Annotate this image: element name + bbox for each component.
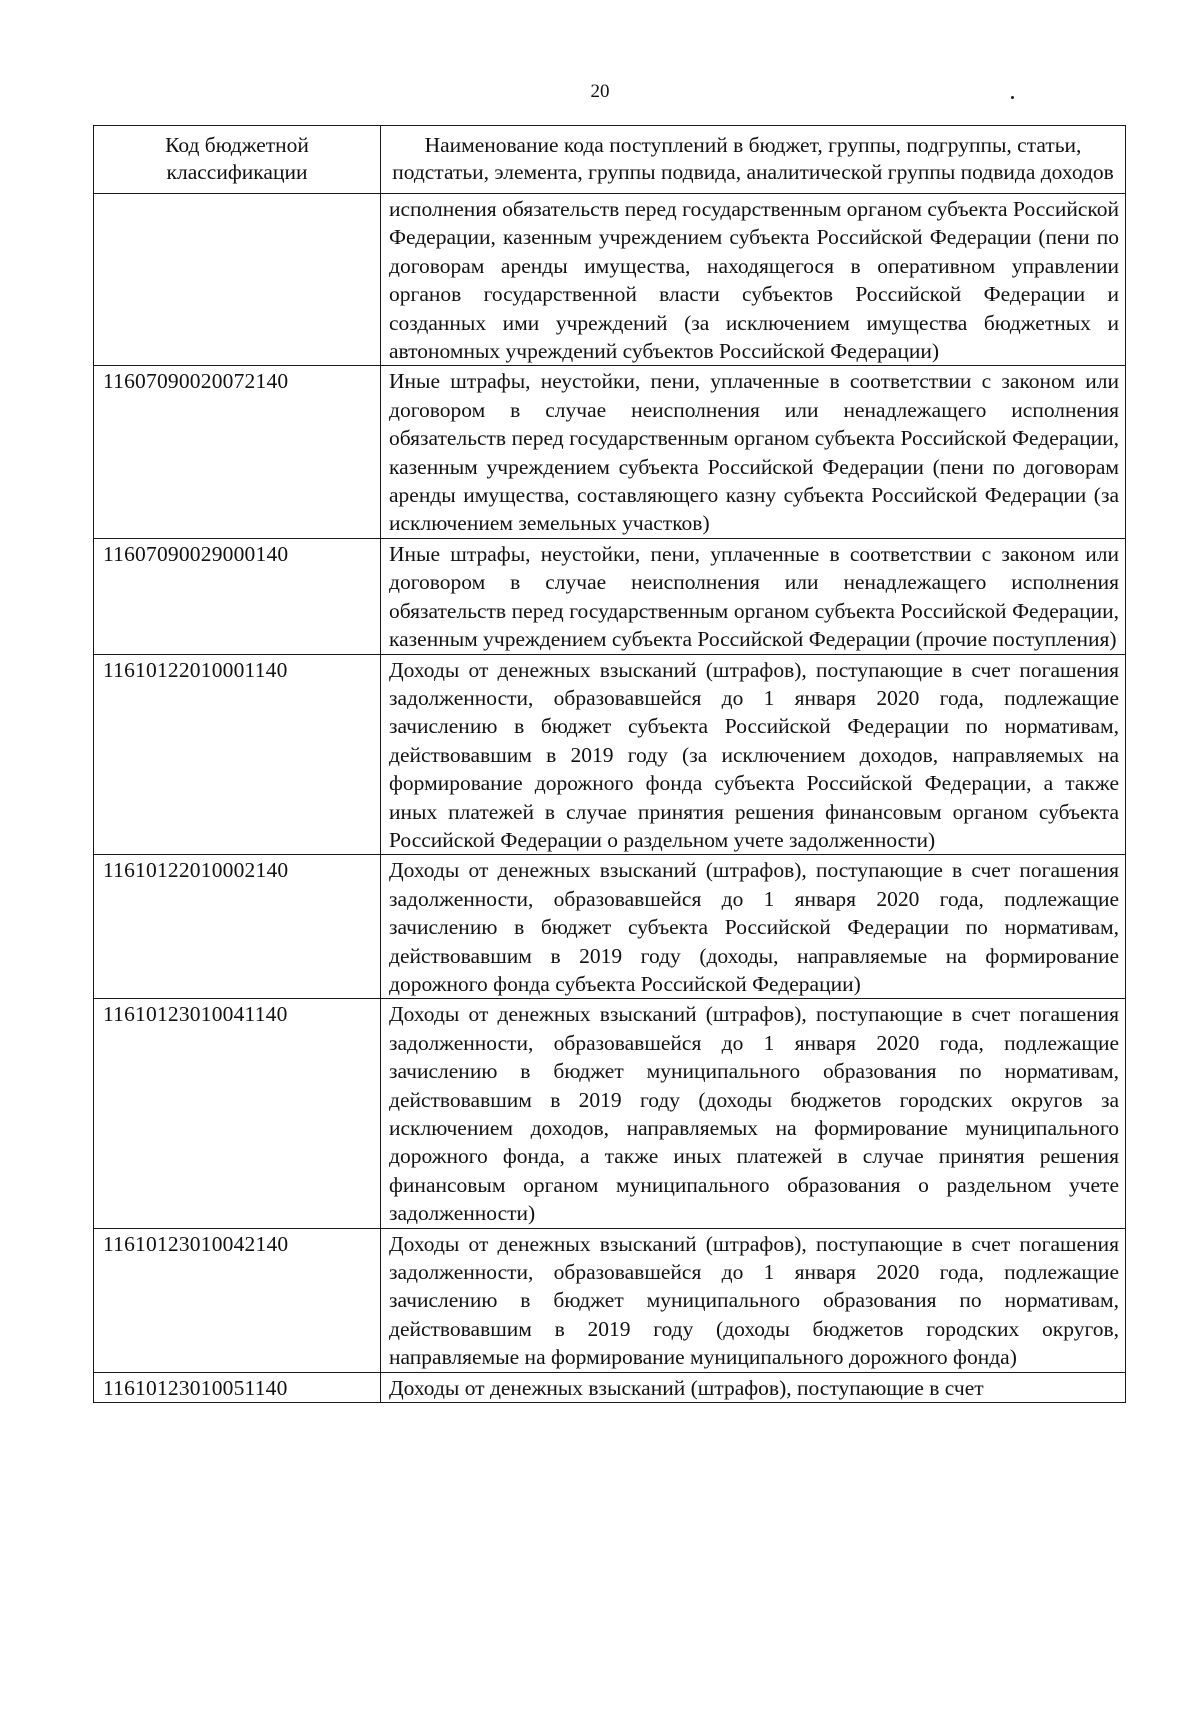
row-code xyxy=(94,194,381,366)
row-code: 11610122010001140 xyxy=(94,654,381,855)
row-code: 11610123010041140 xyxy=(94,999,381,1228)
table-row xyxy=(94,1228,1126,1372)
row-code: 11610122010002140 xyxy=(94,855,381,999)
row-description: Доходы от денежных взысканий (штрафов), поступающие в счет xyxy=(381,1372,1126,1402)
row-code: 11610123010051140 xyxy=(94,1372,381,1402)
row-description: Доходы от денежных взысканий (штрафов), поступающие в счет погашения задолженности, образовавшейся до 1 января 2020 года, подлежащие зачислению в бюджет муниципального образования по нормативам, действовавшим в 2019 году (доходы бюджетов городских округов, направляемые на формирование муниципального дорожного фонда) xyxy=(381,1228,1126,1372)
table-row xyxy=(94,654,1126,855)
table-row xyxy=(94,855,1126,999)
table-header-row xyxy=(94,126,1126,194)
table-row xyxy=(94,999,1126,1228)
table-row xyxy=(94,194,1126,366)
page-number: 20 xyxy=(590,81,610,102)
table-row xyxy=(94,1372,1126,1402)
table-row xyxy=(94,538,1126,654)
row-code: 11607090020072140 xyxy=(94,366,381,538)
dot-mark xyxy=(1011,96,1014,99)
header-name: Наименование кода поступлений в бюджет, группы, подгруппы, статьи, подстатьи, элемента, группы подвида, аналитической группы подвида доходов xyxy=(381,126,1126,194)
row-description: Доходы от денежных взысканий (штрафов), поступающие в счет погашения задолженности, образовавшейся до 1 января 2020 года, подлежащие зачислению в бюджет субъекта Российской Федерации по нормативам, действовавшим в 2019 году (за исключением доходов, направляемых на формирование дорожного фонда субъекта Российской Федерации, а также иных платежей в случае принятия решения финансовым органом субъекта Российской Федерации о раздельном учете задолженности) xyxy=(381,654,1126,855)
row-description: Иные штрафы, неустойки, пени, уплаченные в соответствии с законом или договором в случае неисполнения или ненадлежащего исполнения обязательств перед государственным органом субъекта Российской Федерации, казенным учреждением субъекта Российской Федерации (пени по договорам аренды имущества, составляющего казну субъекта Российской Федерации (за исключением земельных участков) xyxy=(381,366,1126,538)
row-code: 11607090029000140 xyxy=(94,538,381,654)
table-row xyxy=(94,366,1126,538)
row-code: 11610123010042140 xyxy=(94,1228,381,1372)
row-description: Иные штрафы, неустойки, пени, уплаченные в соответствии с законом или договором в случае неисполнения или ненадлежащего исполнения обязательств перед государственным органом субъекта Российской Федерации, казенным учреждением субъекта Российской Федерации (прочие поступления) xyxy=(381,538,1126,654)
budget-classification-table xyxy=(93,125,1126,1403)
row-description: исполнения обязательств перед государственным органом субъекта Российской Федерации, казенным учреждением субъекта Российской Федерации (пени по договорам аренды имущества, находящегося в оперативном управлении органов государственной власти субъектов Российской Федерации и созданных ими учреждений (за исключением имущества бюджетных и автономных учреждений субъектов Российской Федерации) xyxy=(381,194,1126,366)
row-description: Доходы от денежных взысканий (штрафов), поступающие в счет погашения задолженности, образовавшейся до 1 января 2020 года, подлежащие зачислению в бюджет муниципального образования по нормативам, действовавшим в 2019 году (доходы бюджетов городских округов за исключением доходов, направляемых на формирование муниципального дорожного фонда, а также иных платежей в случае принятия решения финансовым органом муниципального образования о раздельном учете задолженности) xyxy=(381,999,1126,1228)
row-description: Доходы от денежных взысканий (штрафов), поступающие в счет погашения задолженности, образовавшейся до 1 января 2020 года, подлежащие зачислению в бюджет субъекта Российской Федерации по нормативам, действовавшим в 2019 году (доходы, направляемые на формирование дорожного фонда субъекта Российской Федерации) xyxy=(381,855,1126,999)
header-code: Код бюджетной классификации xyxy=(94,126,381,194)
